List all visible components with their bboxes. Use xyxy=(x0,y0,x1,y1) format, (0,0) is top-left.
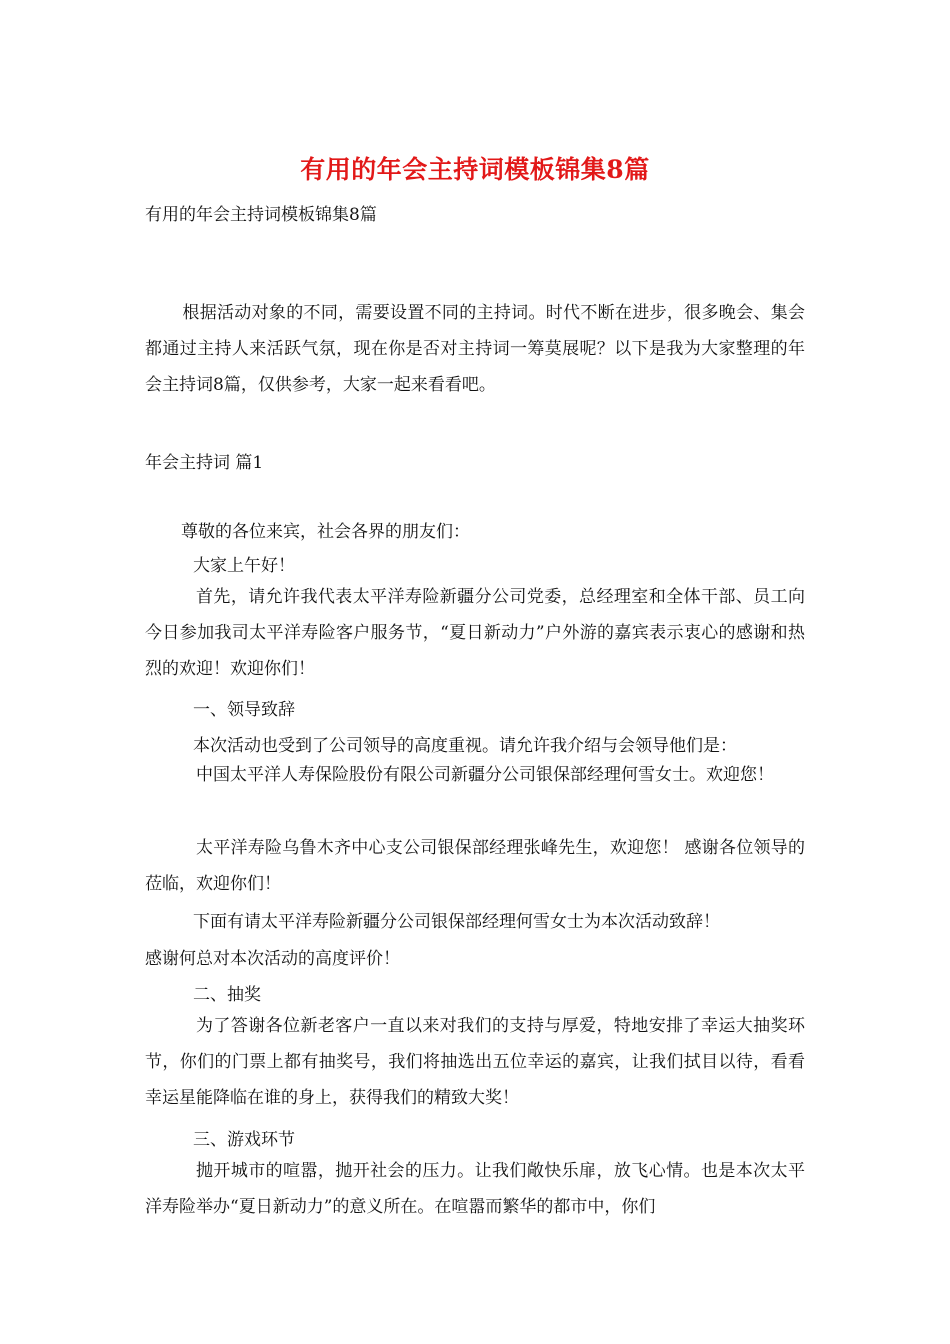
hello-line: 大家上午好！ xyxy=(193,556,295,576)
game-paragraph: 抛开城市的喧嚣，抛开社会的压力。让我们敞快乐扉，放飞心情。也是本次太平洋寿险举办“夏日新动力”的意义所在。在喧嚣而繁华的都市中，你们 xyxy=(145,1161,805,1217)
heading-lottery: 二、抽奖 xyxy=(193,985,261,1005)
section-heading: 年会主持词 篇1 xyxy=(145,453,264,473)
heading-leader-speech: 一、领导致辞 xyxy=(193,700,295,720)
leader-1-paragraph: 中国太平洋人寿保险股份有限公司新疆分公司银保部经理何雪女士。欢迎您！ xyxy=(196,765,774,785)
thanks-line: 感谢何总对本次活动的高度评价！ xyxy=(145,949,400,969)
first-paragraph: 首先，请允许我代表太平洋寿险新疆分公司党委，总经理室和全体干部、员工向今日参加我司太平洋寿险客户服务节，“夏日新动力”户外游的嘉宾表示衷心的感谢和热烈的欢迎！欢迎你们！ xyxy=(145,587,805,679)
speech-invite-line: 下面有请太平洋寿险新疆分公司银保部经理何雪女士为本次活动致辞！ xyxy=(193,912,720,932)
document-subtitle: 有用的年会主持词模板锦集8篇 xyxy=(145,205,377,225)
leaders-intro-line: 本次活动也受到了公司领导的高度重视。请允许我介绍与会领导他们是： xyxy=(193,736,737,756)
lottery-paragraph: 为了答谢各位新老客户一直以来对我们的支持与厚爱，特地安排了幸运大抽奖环节，你们的门票上都有抽奖号，我们将抽选出五位幸运的嘉宾，让我们拭目以待，看看幸运星能降临在谁的身上，获得我们的精致大奖！ xyxy=(145,1016,805,1108)
heading-game: 三、游戏环节 xyxy=(193,1130,295,1150)
intro-paragraph: 根据活动对象的不同，需要设置不同的主持词。时代不断在进步，很多晚会、集会都通过主持人来活跃气氛，现在你是否对主持词一筹莫展呢？以下是我为大家整理的年会主持词8篇，仅供参考，大家一起来看看吧。 xyxy=(145,303,805,395)
document-title: 有用的年会主持词模板锦集8篇 xyxy=(300,155,650,184)
leader-2-paragraph: 太平洋寿险乌鲁木齐中心支公司银保部经理张峰先生，欢迎您！ 感谢各位领导的莅临，欢迎你们！ xyxy=(145,838,805,894)
greeting-line: 尊敬的各位来宾，社会各界的朋友们： xyxy=(181,522,470,542)
